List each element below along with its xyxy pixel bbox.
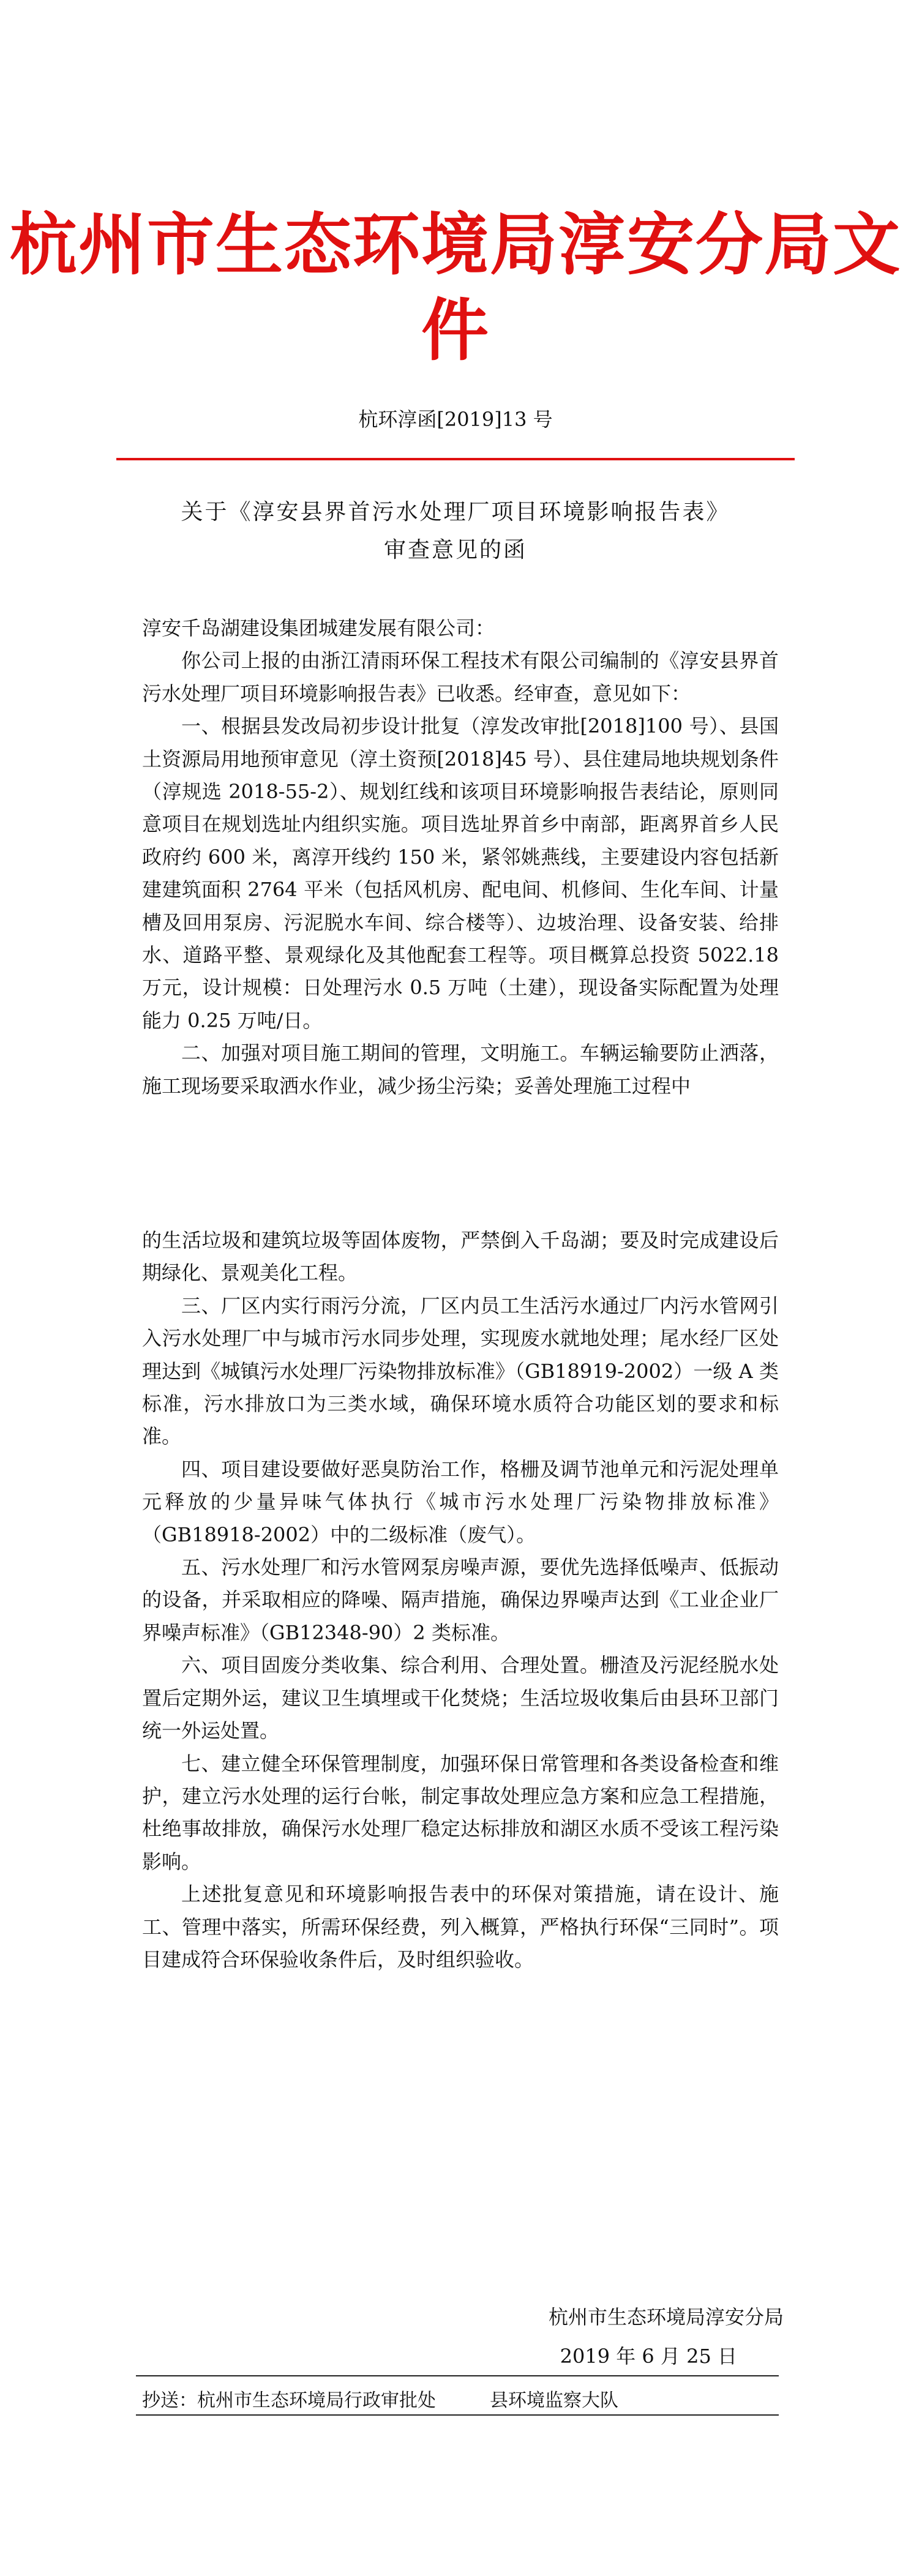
intro-paragraph: 你公司上报的由浙江清雨环保工程技术有限公司编制的《淳安县界首污水处理厂项目环境影响报告表》已收悉。经审查，意见如下： [142,649,779,705]
body-block-2 [142,1224,779,1976]
item-2-paragraph-part1: 二、加强对项目施工期间的管理，文明施工。车辆运输要防止洒落，施工现场要采取洒水作业，减少扬尘污染；妥善处理施工过程中 [142,1041,779,1098]
header-divider [116,458,795,460]
body-block-1 [142,612,779,1103]
document-header-title: 杭州市生态环境局淳安分局文件 [10,205,901,370]
cc-top-rule [136,2375,779,2376]
signature-organization: 杭州市生态环境局淳安分局 [548,2305,784,2329]
cc-line [142,2385,779,2412]
item-6-paragraph: 六、项目固废分类收集、综合利用、合理处置。栅渣及污泥经脱水处置后定期外运，建议卫生填埋或干化焚烧；生活垃圾收集后由县环卫部门统一外运处置。 [142,1653,779,1743]
cc-bottom-rule [136,2414,779,2416]
item-2-paragraph-part2: 的生活垃圾和建筑垃圾等固体废物，严禁倒入千岛湖；要及时完成建设后期绿化、景观美化工程。 [142,1229,779,1285]
item-3-paragraph: 三、厂区内实行雨污分流，厂区内员工生活污水通过厂内污水管网引入污水处理厂中与城市污水同步处理，实现废水就地处理；尾水经厂区处理达到《城镇污水处理厂污染物排放标准》（GB18919-2002）一级 A 类标准，污水排放口为三类水域，确保环境水质符合功能区划的要求和标准。 [142,1294,779,1448]
item-1-paragraph: 一、根据县发改局初步设计批复（淳发改审批[2018]100 号）、县国土资源局用地预审意见（淳土资预[2018]45 号）、县住建局地块规划条件（淳规选 2018-55-2）、规划红线和该项目环境影响报告表结论，原则同意项目在规划选址内组织实施。项目选址界首乡中南部，距离界首乡人民政府约 600 米，离淳开线约 150 米，紧邻姚燕线，主要建设内容包括新建建筑面积 2764 平米（包括风机房、配电间、机修间、生化车间、计量槽及回用泵房、污泥脱水车间、综合楼等）、边坡治理、设备安装、给排水、道路平整、景观绿化及其他配套工程等。项目概算总投资 5022.18 万元，设计规模：日处理污水 0.5 万吨（土建），现设备实际配置为处理能力 0.25 万吨/日。 [142,714,779,1032]
cc-recipient-1: 杭州市生态环境局行政审批处 [197,2390,436,2411]
item-5-paragraph: 五、污水处理厂和污水管网泵房噪声源，要优先选择低噪声、低振动的设备，并采取相应的降噪、隔声措施，确保边界噪声达到《工业企业厂界噪声标准》（GB12348-90）2 类标准。 [142,1556,779,1644]
item-4-paragraph: 四、项目建设要做好恶臭防治工作，格栅及调节池单元和污泥处理单元释放的少量异味气体执行《城市污水处理厂污染物排放标准》（GB18918-2002）中的二级标准（废气）。 [142,1457,779,1546]
recipient: 淳安千岛湖建设集团城建发展有限公司： [142,616,495,640]
document-number: 杭环淳函[2019]13 号 [358,408,553,431]
cc-recipient-2: 县环境监察大队 [490,2390,618,2411]
item-7-paragraph: 七、建立健全环保管理制度，加强环保日常管理和各类设备检查和维护，建立污水处理的运行台帐，制定事故处理应急方案和应急工程措施，杜绝事故排放，确保污水处理厂稳定达标排放和湖区水质不受该工程污染影响。 [142,1751,779,1873]
cc-label: 抄送： [142,2390,197,2411]
closing-paragraph: 上述批复意见和环境影响报告表中的环保对策措施，请在设计、施工、管理中落实，所需环保经费，列入概算，严格执行环保“三同时”。项目建成符合环保验收条件后，及时组织验收。 [142,1882,779,1971]
subject-line-1: 关于《淳安县界首污水处理厂项目环境影响报告表》 [181,500,730,525]
signature-date: 2019 年 6 月 25 日 [560,2345,737,2368]
subject-line-2: 审查意见的函 [383,537,527,563]
